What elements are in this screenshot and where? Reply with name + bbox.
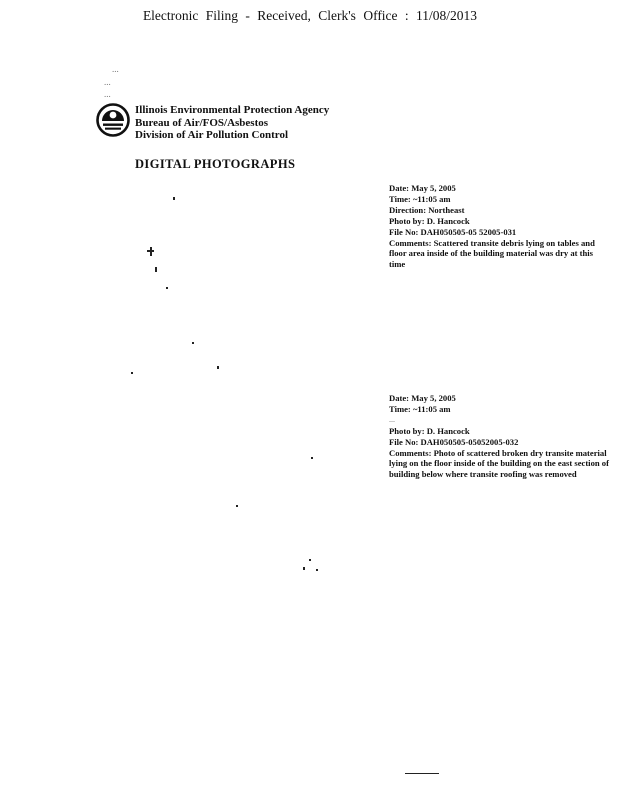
scan-speck xyxy=(217,366,219,369)
scan-speck xyxy=(147,250,154,252)
filing-stamp: Electronic Filing - Received, Clerk's Office : 11/08/2013 xyxy=(142,8,478,23)
scan-speck xyxy=(150,247,152,256)
agency-bureau: Bureau of Air/FOS/Asbestos xyxy=(135,116,269,129)
agency-division: Division of Air Pollution Control xyxy=(135,129,289,141)
photo-time: Time: ~11:05 am xyxy=(389,193,451,204)
illinois-epa-logo-icon xyxy=(96,103,130,137)
agency-name: Illinois Environmental Protection Agency xyxy=(135,104,330,116)
photo-date: Date: May 5, 2005 xyxy=(389,393,456,403)
photo-by: Photo by: D. Hancock xyxy=(389,425,470,436)
photo-caption-1 xyxy=(389,183,609,270)
faint-header-line-3: ... xyxy=(104,89,111,99)
photo-caption-2 xyxy=(389,393,609,480)
photo-direction: Direction: Northeast xyxy=(389,204,465,215)
scan-speck xyxy=(303,567,305,570)
scan-speck xyxy=(311,457,313,459)
scan-speck xyxy=(316,569,318,571)
faint-header-line-2: ... xyxy=(104,77,111,87)
scan-speck xyxy=(155,267,157,272)
footer-rule xyxy=(405,773,439,774)
scan-speck xyxy=(192,342,194,344)
scan-speck xyxy=(173,197,175,200)
photo-file-no: File No: DAH050505-05052005-032 xyxy=(389,436,519,447)
photo-comments: Comments: Photo of scattered broken dry transite material lying on the floor inside of the building on the east section of building below where transite roofing was removed xyxy=(389,447,609,480)
scan-speck xyxy=(166,287,168,289)
page-title: DIGITAL PHOTOGRAPHS xyxy=(135,157,296,171)
photo-date: Date: May 5, 2005 xyxy=(389,183,456,193)
faint-header-line-1: ... xyxy=(112,64,119,74)
scan-speck xyxy=(309,559,311,561)
photo-time: Time: ~11:05 am xyxy=(389,403,451,414)
photo-comments: Comments: Scattered transite debris lying on tables and floor area inside of the building material was dry at this time xyxy=(389,237,595,270)
photo-by: Photo by: D. Hancock xyxy=(389,215,470,226)
scan-speck xyxy=(131,372,133,374)
agency-block xyxy=(135,104,329,142)
scan-speck xyxy=(236,505,238,507)
photo-file-no: File No: DAH050505-05 52005-031 xyxy=(389,226,517,237)
photo-direction: ... xyxy=(389,414,395,424)
